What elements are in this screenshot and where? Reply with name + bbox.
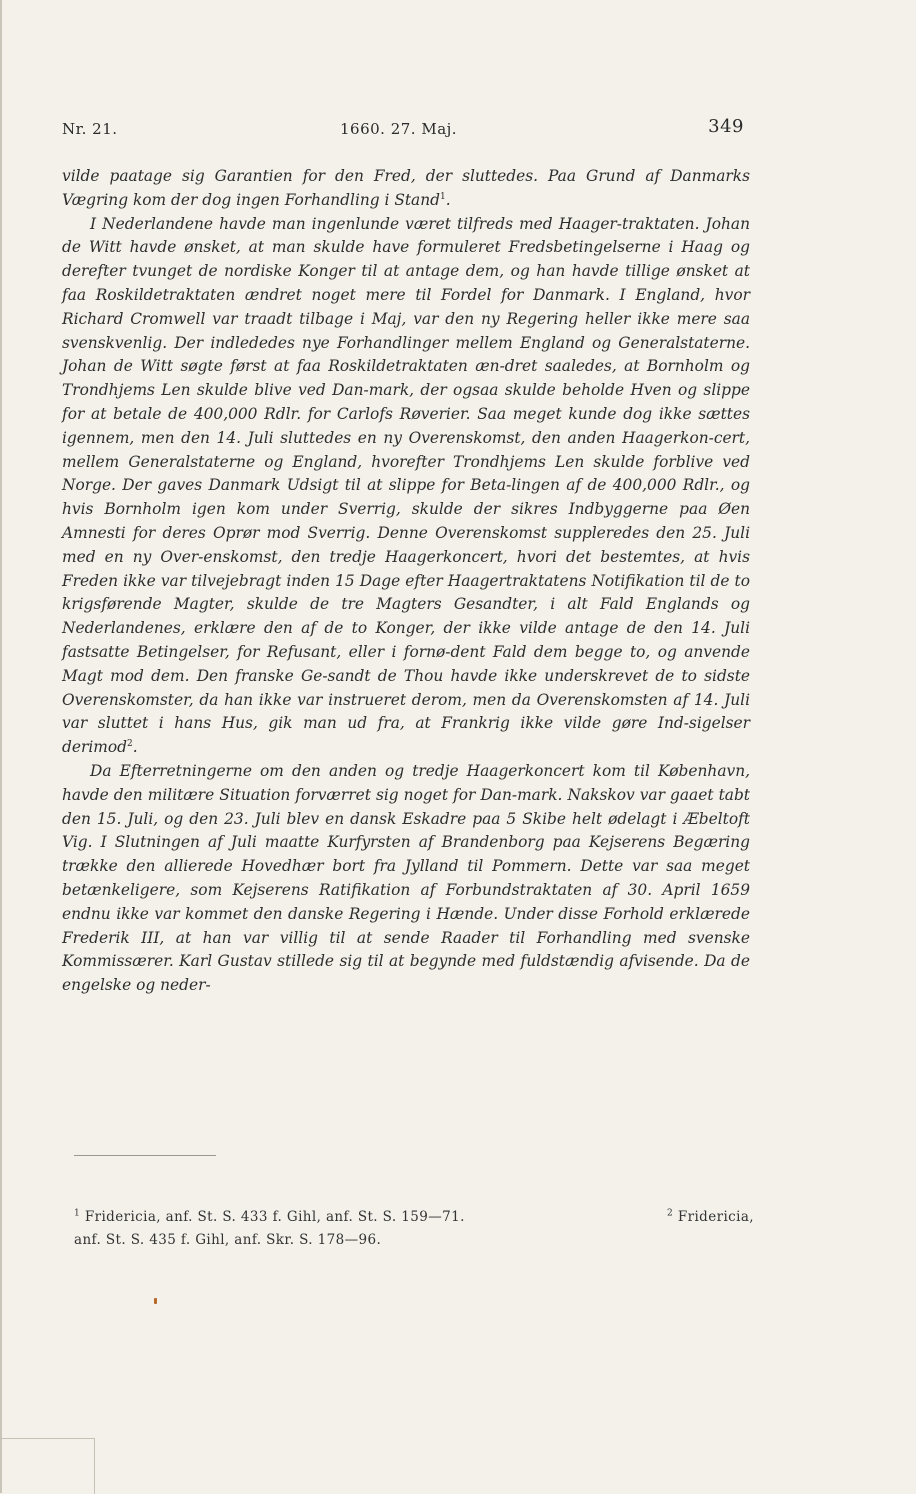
paragraph-1-text: vilde paatage sig Garantien for den Fred, der sluttedes. Paa Grund af Danmarks Vægring kom der dog ingen Forhandling i Stand	[62, 167, 750, 209]
footnote-1-text: Fridericia, anf. St. S. 433 f. Gihl, anf. St. S. 159—71.	[80, 1209, 465, 1225]
footnote-divider	[74, 1155, 216, 1156]
paragraph-1	[62, 165, 750, 213]
print-speck	[154, 1298, 157, 1304]
document-number: Nr. 21.	[62, 120, 118, 138]
header-date: 1660. 27. Maj.	[340, 120, 458, 138]
page-tab-mark	[0, 1438, 95, 1494]
page-edge	[0, 0, 2, 1493]
footnote-2-mark: 2	[667, 1208, 674, 1219]
footnote-line-2: anf. St. S. 435 f. Gihl, anf. Skr. S. 178—96.	[74, 1232, 382, 1248]
paragraph-2-end: .	[132, 738, 138, 757]
footnote-2-text: Fridericia,	[673, 1209, 754, 1225]
paragraph-3	[62, 760, 750, 998]
footnote-ref-2: 2	[126, 739, 133, 749]
main-text	[62, 165, 750, 998]
footnote-line-1	[74, 1206, 754, 1229]
footnote-1-mark: 1	[74, 1208, 81, 1219]
running-header	[62, 116, 742, 140]
footnote-2-start	[667, 1206, 754, 1229]
paragraph-2	[62, 213, 750, 760]
paragraph-1-end: .	[445, 190, 451, 209]
footnote-ref-1: 1	[440, 191, 446, 202]
paragraph-2-text: I Nederlandene havde man ingenlunde været tilfreds med Haager-traktaten. Johan de Witt havde ønsket, at man skulde have formuleret Fredsbetingelserne i Haag og derefter tvunget de nordiske Konger til at antage dem, og han havde tillige ønsket at faa Roskildetraktaten ændret noget mere til Fordel for Danmark. I England, hvor Richard Cromwell var traadt tilbage i Maj, var den ny Regering heller ikke mere saa svenskvenlig. Der indlededes nye Forhandlinger mellem England og Generalstaterne. Johan de Witt søgte først at faa Roskildetraktaten æn-dret saaledes, at Bornholm og Trondhjems Len skulde blive ved Dan-mark, der ogsaa skulde beholde Hven og slippe for at betale de 400,000 Rdlr. for Carlofs Røverier. Saa meget kunde dog ikke sættes igennem, men den 14. Juli sluttedes en ny Overenskomst, den anden Haagerkon-cert, mellem Generalstaterne og England, hvorefter Trondhjems Len skulde forblive ved Norge. Der gaves Danmark Udsigt til at slippe for Beta-lingen af de 400,000 Rdlr., og hvis Bornholm igen kom under Sverrig, skulde der sikres Indbyggerne paa Øen Amnesti for deres Oprør mod Sverrig. Denne Overenskomst suppleredes den 25. Juli med en ny Over-enskomst, den tredje Haagerkoncert, hvori det bestemtes, at hvis Freden ikke var tilvejebragt inden 15 Dage efter Haagertraktatens Notifikation til de to krigsførende Magter, skulde de tre Magters Gesandter, i alt Fald Englands og Nederlandenes, erklære den af de to Konger, der ikke vilde antage de den 14. Juli fastsatte Betingelser, for Refusant, eller i fornø-dent Fald dem begge to, og anvende Magt mod dem. Den franske Ge-sandt de Thou havde ikke underskrevet de to sidste Overenskomster, da han ikke var instrueret derom, men da Overenskomsten af 14. Juli var sluttet i hans Hus, gik man ud fra, at Frankrig ikke vilde gøre Ind-sigelser derimod	[62, 214, 750, 757]
footnotes	[74, 1206, 754, 1252]
page-number: 349	[708, 116, 744, 137]
paragraph-3-text: Da Efterretningerne om den anden og tredje Haagerkoncert kom til København, havde den militære Situation forværret sig noget for Dan-mark. Nakskov var gaaet tabt den 15. Juli, og den 23. Juli blev en dansk Eskadre paa 5 Skibe helt ødelagt i Æbeltoft Vig. I Slutningen af Juli maatte Kurfyrsten af Brandenborg paa Kejserens Begæring trække den allierede Hovedhær bort fra Jylland til Pommern. Dette var saa meget betænkeligere, som Kejserens Ratifikation af Forbundstraktaten af 30. April 1659 endnu ikke var kommet den danske Regering i Hænde. Under disse Forhold erklærede Frederik III, at han var villig til at sende Raader til Forhandling med svenske Kommissærer. Karl Gustav stillede sig til at begynde med fuldstændig afvisende. Da de engelske og neder-	[62, 761, 750, 995]
